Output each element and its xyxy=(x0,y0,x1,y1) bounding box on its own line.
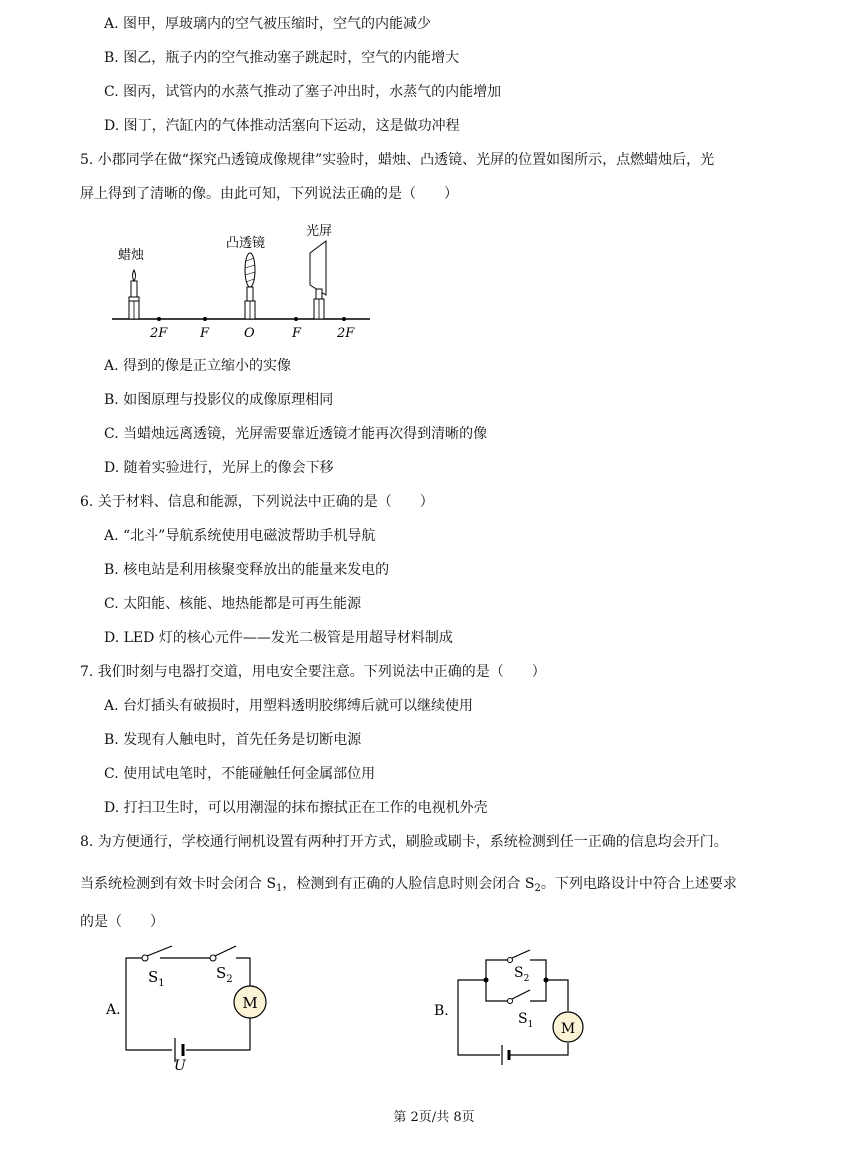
circuit-b-branch-bottom-right xyxy=(530,980,546,1001)
circuit-b-figure xyxy=(430,945,600,1070)
q8-line2-part-a: 当系统检测到有效卡时会闭合 S xyxy=(80,876,277,892)
light-screen-icon xyxy=(310,241,326,319)
circuit-b-branch-top-right xyxy=(530,960,546,980)
q8-line2-part-c: 。下列电路设计中符合上述要求 xyxy=(540,876,737,892)
q5-option-b: B. 如图原理与投影仪的成像原理相同 xyxy=(104,392,334,408)
candle-icon xyxy=(129,270,139,319)
q8-s2-subscript: 2 xyxy=(534,883,541,894)
tick-label-f-left: F xyxy=(200,326,210,341)
q5-option-c: C. 当蜡烛远离透镜，光屏需要靠近透镜才能再次得到清晰的像 xyxy=(104,426,488,442)
circuit-b-option-label: B. xyxy=(434,1003,449,1019)
circuit-b-branch-top xyxy=(486,960,508,980)
q6-stem: 6. 关于材料、信息和能源，下列说法中正确的是（ ） xyxy=(80,494,434,510)
circuit-a-option-label: A. xyxy=(106,1002,121,1018)
tick-label-2f-left: 2F xyxy=(150,326,168,341)
q7-option-c: C. 使用试电笔时，不能碰触任何金属部位用 xyxy=(104,766,376,782)
q5-stem-line1: 5. 小郡同学在做“探究凸透镜成像规律”实验时，蜡烛、凸透镜、光屏的位置如图所示，点燃蜡烛后，光 xyxy=(80,152,715,168)
circuit-b-s1-label: $S_1$ xyxy=(518,1011,534,1030)
circuit-a-wire-right xyxy=(186,1018,250,1050)
switch-s2-icon xyxy=(508,950,531,963)
lens-label: 凸透镜 xyxy=(226,236,266,251)
circuit-a-s1-label: $S_1$ xyxy=(148,968,165,989)
circuit-b-wire-right-top xyxy=(546,980,568,1011)
q8-stem-line3: 的是（ ） xyxy=(80,914,164,930)
q7-option-d: D. 打扫卫生时，可以用潮湿的抹布擦拭正在工作的电视机外壳 xyxy=(104,800,488,816)
tick-dot-f-left xyxy=(203,317,207,321)
q4-option-a: A. 图甲，厚玻璃内的空气被压缩时，空气的内能减少 xyxy=(104,16,432,32)
q4-option-d: D. 图丁，汽缸内的气体推动活塞向下运动，这是做功冲程 xyxy=(104,118,460,134)
q8-s1-subscript: 1 xyxy=(276,883,283,894)
convex-lens-icon xyxy=(245,253,255,319)
circuit-b-branch-bottom xyxy=(486,980,508,1001)
q4-option-c: C. 图丙，试管内的水蒸气推动了塞子冲出时，水蒸气的内能增加 xyxy=(104,84,502,100)
q8-stem-line1: 8. 为方便通行，学校通行闸机设置有两种打开方式，刷脸或刷卡，系统检测到任一正确的信息均会开门。 xyxy=(80,834,728,850)
battery-icon xyxy=(502,1045,509,1065)
circuit-b-wire-left xyxy=(458,980,500,1055)
circuit-b-s2-label: $S_2$ xyxy=(514,965,530,984)
circuit-a-motor-label: M xyxy=(242,994,258,1012)
q5-stem-line2: 屏上得到了清晰的像。由此可知，下列说法正确的是（ ） xyxy=(80,186,458,202)
junction-left xyxy=(484,978,489,983)
circuit-a-s2-label: $S_2$ xyxy=(216,964,233,985)
tick-dot-2f-left xyxy=(157,317,161,321)
page-footer: 第 2页/共 8页 xyxy=(393,1110,475,1125)
junction-right xyxy=(544,978,549,983)
q5-option-a: A. 得到的像是正立缩小的实像 xyxy=(104,358,292,374)
circuit-a-figure xyxy=(100,938,280,1078)
q7-option-a: A. 台灯插头有破损时，用塑料透明胶绑缚后就可以继续使用 xyxy=(104,698,474,714)
lens-experiment-figure xyxy=(108,215,378,345)
circuit-a-source-label: U xyxy=(174,1058,186,1074)
screen-label: 光屏 xyxy=(306,224,333,239)
switch-s1-icon xyxy=(142,946,172,961)
q4-option-b: B. 图乙，瓶子内的空气推动塞子跳起时，空气的内能增大 xyxy=(104,50,460,66)
tick-dot-2f-right xyxy=(342,317,346,321)
tick-dot-f-right xyxy=(294,317,298,321)
q7-option-b: B. 发现有人触电时，首先任务是切断电源 xyxy=(104,732,362,748)
q5-option-d: D. 随着实验进行，光屏上的像会下移 xyxy=(104,460,334,476)
switch-s2-icon xyxy=(210,946,236,961)
q7-stem: 7. 我们时刻与电器打交道，用电安全要注意。下列说法中正确的是（ ） xyxy=(80,664,546,680)
switch-s1-icon xyxy=(508,990,531,1004)
q8-line2-part-b: ，检测到有正确的人脸信息时则会闭合 S xyxy=(282,876,535,892)
circuit-a-wire-top-right xyxy=(236,958,250,986)
q6-option-c: C. 太阳能、核能、地热能都是可再生能源 xyxy=(104,596,362,612)
q6-option-b: B. 核电站是利用核聚变释放出的能量来发电的 xyxy=(104,562,390,578)
q8-stem-line2 xyxy=(80,874,737,899)
circuit-b-motor-label: M xyxy=(560,1021,576,1037)
candle-label: 蜡烛 xyxy=(118,248,145,263)
tick-label-o: O xyxy=(244,326,255,341)
circuit-b-wire-right xyxy=(510,1043,568,1055)
q6-option-d: D. LED 灯的核心元件——发光二极管是用超导材料制成 xyxy=(104,630,453,646)
tick-label-2f-right: 2F xyxy=(337,326,355,341)
q6-option-a: A. “北斗”导航系统使用电磁波帮助手机导航 xyxy=(104,528,376,544)
tick-label-f-right: F xyxy=(292,326,302,341)
